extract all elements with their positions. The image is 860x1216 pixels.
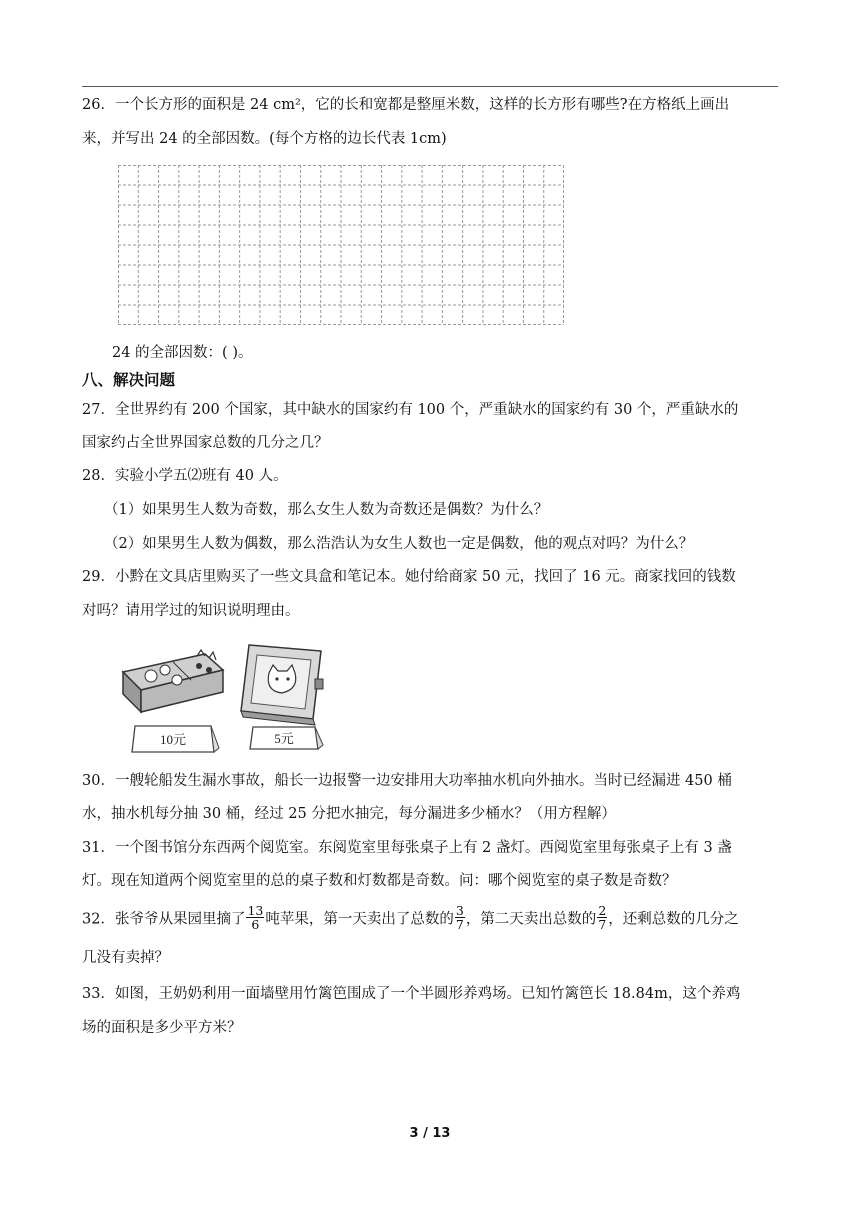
notebook-price-tag: 5元 xyxy=(274,731,294,746)
q33-line2: 场的面积是多少平方米？ xyxy=(82,1020,242,1036)
q32-line2: 几没有卖掉？ xyxy=(82,950,169,966)
q32-seg4: ，还剩总数的几分之 xyxy=(608,911,739,928)
q32-seg2: 吨苹果，第一天卖出了总数的 xyxy=(265,911,454,928)
page-number: 3 / 13 xyxy=(409,1126,451,1141)
q32-line1 xyxy=(82,903,739,933)
q28-line1: 28．实验小学五⑵班有 40 人。 xyxy=(82,468,288,484)
q29-line2: 对吗？请用学过的知识说明理由。 xyxy=(82,603,300,619)
q31-line1: 31．一个图书馆分东西两个阅览室。东阅览室里每张桌子上有 2 盏灯。西阅览室里每张桌子上有 3 盏 xyxy=(82,840,732,856)
q33-line1: 33．如图，王奶奶利用一面墙壁用竹篱笆围成了一个半圆形养鸡场。已知竹篱笆长 18.84m，这个养鸡 xyxy=(82,986,741,1002)
q29-line1: 29．小黔在文具店里购买了一些文具盒和笔记本。她付给商家 50 元，找回了 16 元。商家找回的钱数 xyxy=(82,569,736,585)
pencil-box-price-tag: 10元 xyxy=(159,732,187,747)
square-grid-paper xyxy=(118,165,564,325)
q28-part1: （1）如果男生人数为奇数，那么女生人数为奇数还是偶数？为什么？ xyxy=(104,502,549,518)
q30-line2: 水，抽水机每分抽 30 桶，经过 25 分把水抽完，每分漏进多少桶水？（用方程解） xyxy=(82,806,616,822)
q32-seg3: ，第二天卖出总数的 xyxy=(465,911,597,928)
q27-line2: 国家约占全世界国家总数的几分之几？ xyxy=(82,435,329,451)
q30-line1: 30．一艘轮船发生漏水事故，船长一边报警一边安排用大功率抽水机向外抽水。当时已经漏进 450 桶 xyxy=(82,773,732,789)
section-heading: 八、解决问题 xyxy=(82,371,176,389)
q26-line1: 26．一个长方形的面积是 24 cm²，它的长和宽都是整厘米数，这样的长方形有哪些?在方格纸上画出 xyxy=(82,97,730,113)
fraction-13-6: $\frac{13}{6}$ xyxy=(247,903,264,932)
q26-answer-line: 24 的全部因数：( )。 xyxy=(112,345,253,361)
q28-part2: （2）如果男生人数为偶数，那么浩浩认为女生人数也一定是偶数，他的观点对吗？为什么？ xyxy=(104,536,694,552)
notebook-image xyxy=(235,635,335,755)
q27-line1: 27．全世界约有 200 个国家，其中缺水的国家约有 100 个，严重缺水的国家约有 30 个，严重缺水的 xyxy=(82,402,739,418)
fraction-3-7: $\frac{3}{7}$ xyxy=(455,903,464,932)
fraction-2-7: $\frac{2}{7}$ xyxy=(598,903,607,932)
pencil-box-image xyxy=(115,640,230,755)
q26-line2: 来，并写出 24 的全部因数。(每个方格的边长代表 1cm) xyxy=(82,131,447,147)
header-rule xyxy=(82,86,778,87)
q31-line2: 灯。现在知道两个阅览室里的总的桌子数和灯数都是奇数。问：哪个阅览室的桌子数是奇数？ xyxy=(82,873,677,889)
q32-seg1: 32．张爷爷从果园里摘了 xyxy=(82,911,246,928)
